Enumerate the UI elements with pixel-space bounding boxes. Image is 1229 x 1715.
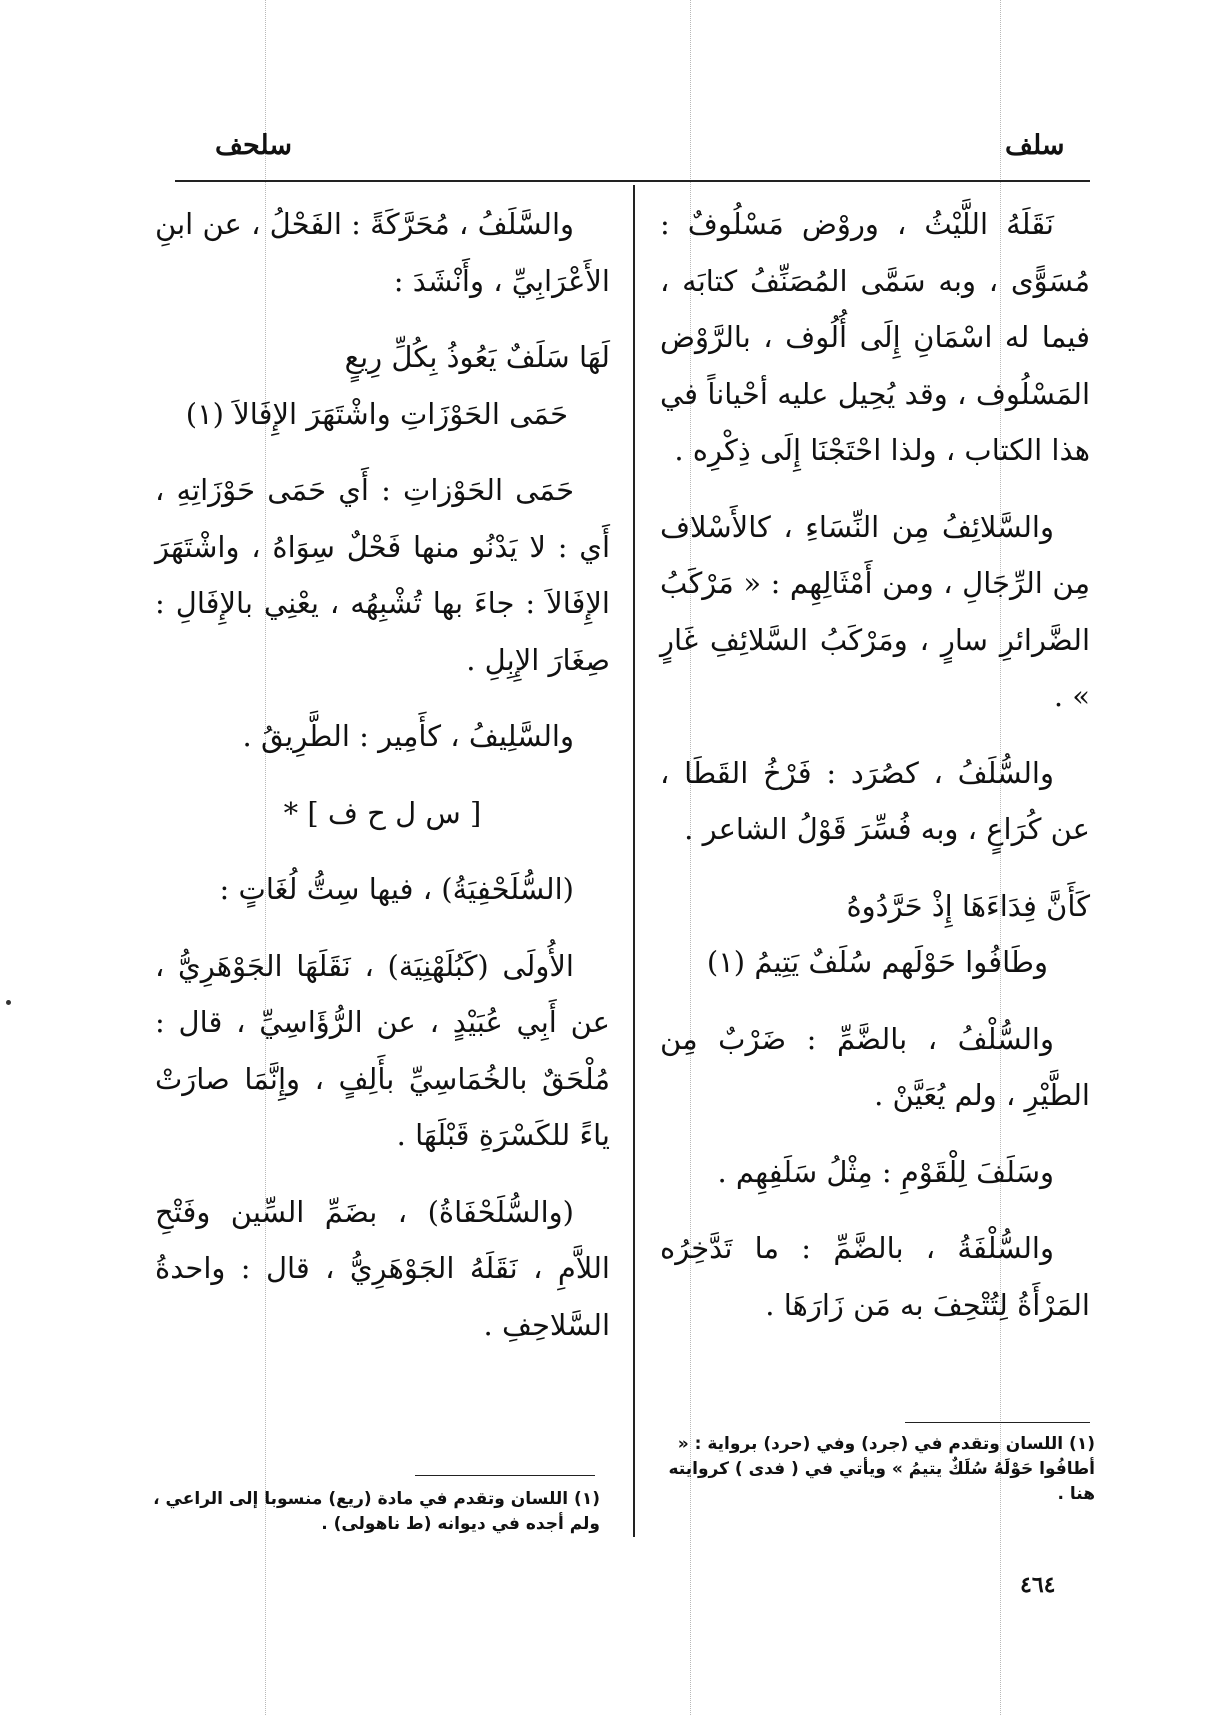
running-head-left: سلحف bbox=[215, 130, 292, 161]
verse-line: لَهَا سَلَفٌ يَعُوذُ بِكُلِّ رِيعٍ bbox=[344, 340, 610, 374]
page-number: ٤٦٤ bbox=[1020, 1572, 1056, 1598]
paragraph: والسُّلْفَةُ ، بالضَّمِّ : ما تَدَّخِرُه المَرْأَةُ لِتُتْحِفَ به مَن زَارَهَا . bbox=[660, 1231, 1090, 1322]
paragraph: نَقَلَهُ اللَّيْثُ ، وروْض مَسْلُوفٌ : مُسَوًّى ، وبه سَمَّى المُصَنِّفُ كتابَه ، فيما له اسْمَانِ إِلَى أُلُوف ، بالرَّوْض المَسْلُوف ، وقد يُحِيل عليه أحْياناً في هذا الكتاب ، ولذا احْتَجْنَا إِلَى ذِكْرِه . bbox=[660, 207, 1090, 467]
verse-line: كَأَنَّ فِدَاءَهَا إِذْ حَرَّدُوهُ bbox=[846, 888, 1090, 923]
footnote-rule bbox=[905, 1422, 1090, 1423]
running-head-right: سلف bbox=[1005, 130, 1065, 161]
paragraph: (السُّلَحْفِيَةُ) ، فيها سِتُّ لُغَاتٍ : bbox=[219, 872, 574, 906]
paragraph: وسَلَفَ لِلْقَوْمِ : مِثْلُ سَلَفِهِم . bbox=[717, 1154, 1054, 1189]
footnote-left: (١) اللسان وتقدم في مادة (ريع) منسوبا إلى الراعي ، ولم أجده في ديوانه (ط ناهولى) . bbox=[153, 1489, 600, 1534]
margin-mark bbox=[6, 1000, 11, 1005]
left-column bbox=[155, 196, 610, 1373]
entry-heading: [ س ل ح ف ] * bbox=[283, 795, 482, 830]
right-column bbox=[660, 196, 1090, 1353]
verse bbox=[660, 878, 1090, 991]
paragraph: والسُّلَفُ ، كصُرَد : فَرْخُ القَطَا ، عن كُرَاعٍ ، وبه فُسِّرَ قَوْلُ الشاعر . bbox=[660, 755, 1090, 846]
column-divider bbox=[633, 185, 635, 1537]
footnote-right: (١) اللسان وتقدم في (جرد) وفي (حرد) برواية : « أطافُوا حَوْلَهُ سُلَكٌ يتيمُ » ويأتي في ( فدى ) كروايته هنا . bbox=[668, 1434, 1095, 1504]
paragraph: (والسُّلَحْفَاةُ) ، بضَمِّ السِّين وفَتْحِ اللاَّمِ ، نَقَلَهُ الجَوْهَرِيُّ ، قال : واحدةُ السَّلاحِفِ . bbox=[155, 1194, 610, 1342]
paragraph: حَمَى الحَوْزاتِ : أَي حَمَى حَوْزَاتِهِ ، أَي : لا يَدْنُو منها فَحْلٌ سِوَاهُ ، واشْتَهَرَ الإِفَالاَ : جاءَ بها تُشْبِهُه ، يعْنِي بالإِفَالِ : صِغَارَ الإِبِلِ . bbox=[155, 473, 610, 677]
verse bbox=[155, 329, 610, 442]
footnote-rule bbox=[415, 1475, 595, 1476]
paragraph: والسَّلَفُ ، مُحَرَّكَةً : الفَحْلُ ، عن ابنِ الأَعْرَابِيِّ ، وأَنْشَدَ : bbox=[155, 207, 610, 298]
paragraph: والسُّلْفُ ، بالضَّمِّ : ضَرْبٌ مِن الطَّيْرِ ، ولم يُعَيَّنْ . bbox=[660, 1021, 1090, 1112]
header-rule bbox=[175, 180, 1090, 182]
paragraph: والسَّلائِفُ مِن النِّسَاءِ ، كالأَسْلاف مِن الرِّجَالِ ، ومن أَمْثَالِهِم : « مَرْكَبُ الضَّرائرِ سارٍ ، ومَرْكَبُ السَّلائِفِ غَارٍ » . bbox=[660, 509, 1090, 713]
paragraph: الأُولَى (كَبُلَهْنِيَة) ، نَقَلَهَا الجَوْهَرِيُّ ، عن أَبِي عُبَيْدٍ ، عن الرُّؤَاسِيِّ ، قال : مُلْحَقٌ بالخُمَاسِيِّ بأَلِفٍ ، وإِنَّمَا صارَتْ ياءً للكَسْرَةِ قَبْلَهَا . bbox=[155, 948, 610, 1152]
verse-line: حَمَى الحَوْزَاتِ واشْتَهَرَ الإِفَالاَ (١) bbox=[185, 396, 568, 431]
paragraph: والسَّلِيفُ ، كأَمِير : الطَّرِيقُ . bbox=[242, 719, 574, 753]
verse-line: وطَافُوا حَوْلَهم سُلَفٌ يَتِيمُ (١) bbox=[706, 945, 1048, 979]
